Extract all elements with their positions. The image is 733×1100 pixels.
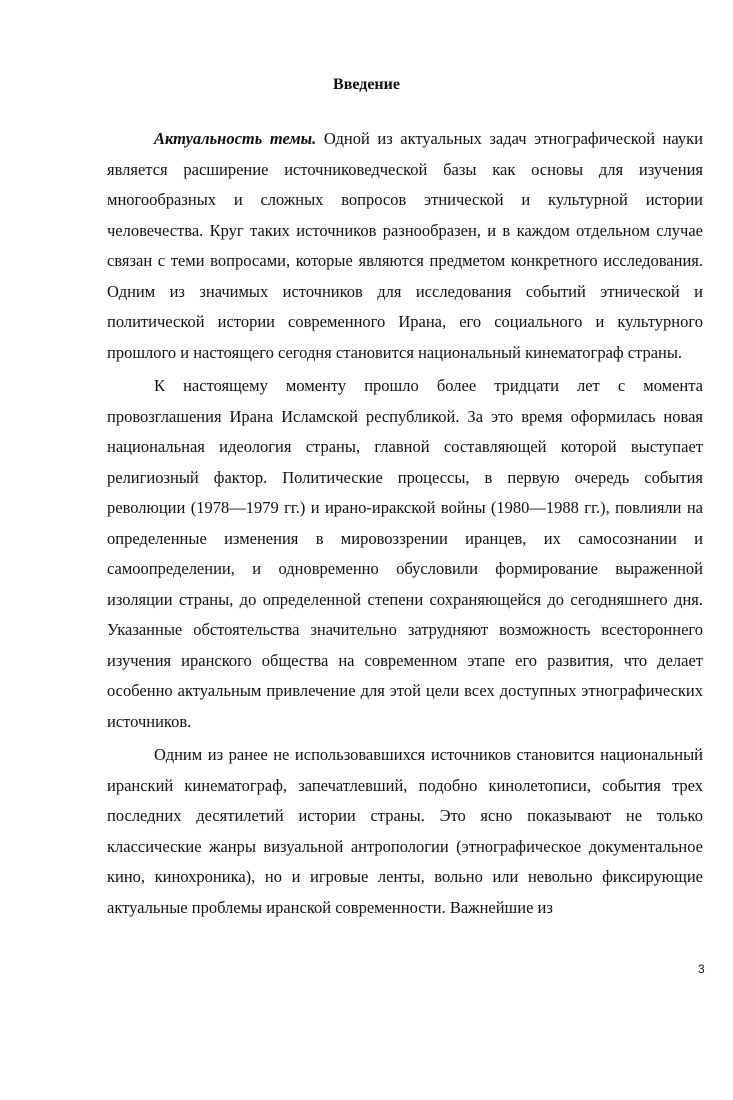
paragraph-1-text: Одной из актуальных задач этнографической науки является расширение источниковедческой базы как основы для изучения многообразных и сложных вопросов этнической и культурной истории человечества. Круг таких источников разнообразен, и в каждом отдельном случае связан с теми вопросами, которые являются предметом конкретного исследования. Одним из значимых источников для исследования событий этнической и политической истории современного Ирана, его социального и культурного прошлого и настоящего сегодня становится национальный кинематограф страны. xyxy=(107,129,704,362)
paragraph-2-text: К настоящему моменту прошло более тридцати лет с момента провозглашения Ирана Исламской республикой. За это время оформилась новая национальная идеология страны, главной составляющей которой выступает религиозный фактор. Политические процессы, в первую очередь события революции (1978—1979 гг.) и ирано-иракской войны (1980—1988 гг.), повлияли на определенные изменения в мировоззрении иранцев, их самосознании и самоопределении, и одновременно обусловили формирование выраженной изоляции страны, до определенной степени сохраняющейся до сегодняшнего дня. Указанные обстоятельства значительно затрудняют возможность всестороннего изучения иранского общества на современном этапе его развития, что делает особенно актуальным привлечение для этой цели всех доступных этнографических источников. xyxy=(107,376,703,731)
body-text xyxy=(107,124,703,923)
page-number: 3 xyxy=(698,962,705,976)
paragraph-1 xyxy=(107,124,703,368)
paragraph-1-lead: Актуальность темы. xyxy=(154,129,317,148)
paragraph-3-text: Одним из ранее не использовавшихся источников становится национальный иранский кинематограф, запечатлевший, подобно кинолетописи, события трех последних десятилетий истории страны. Это ясно показывают не только классические жанры визуальной антропологии (этнографическое документальное кино, кинохроника), но и игровые ленты, вольно или невольно фиксирующие актуальные проблемы иранской современности. Важнейшие из xyxy=(107,745,703,917)
paragraph-3 xyxy=(107,740,703,923)
page-title: Введение xyxy=(333,76,400,93)
paragraph-2 xyxy=(107,371,703,737)
